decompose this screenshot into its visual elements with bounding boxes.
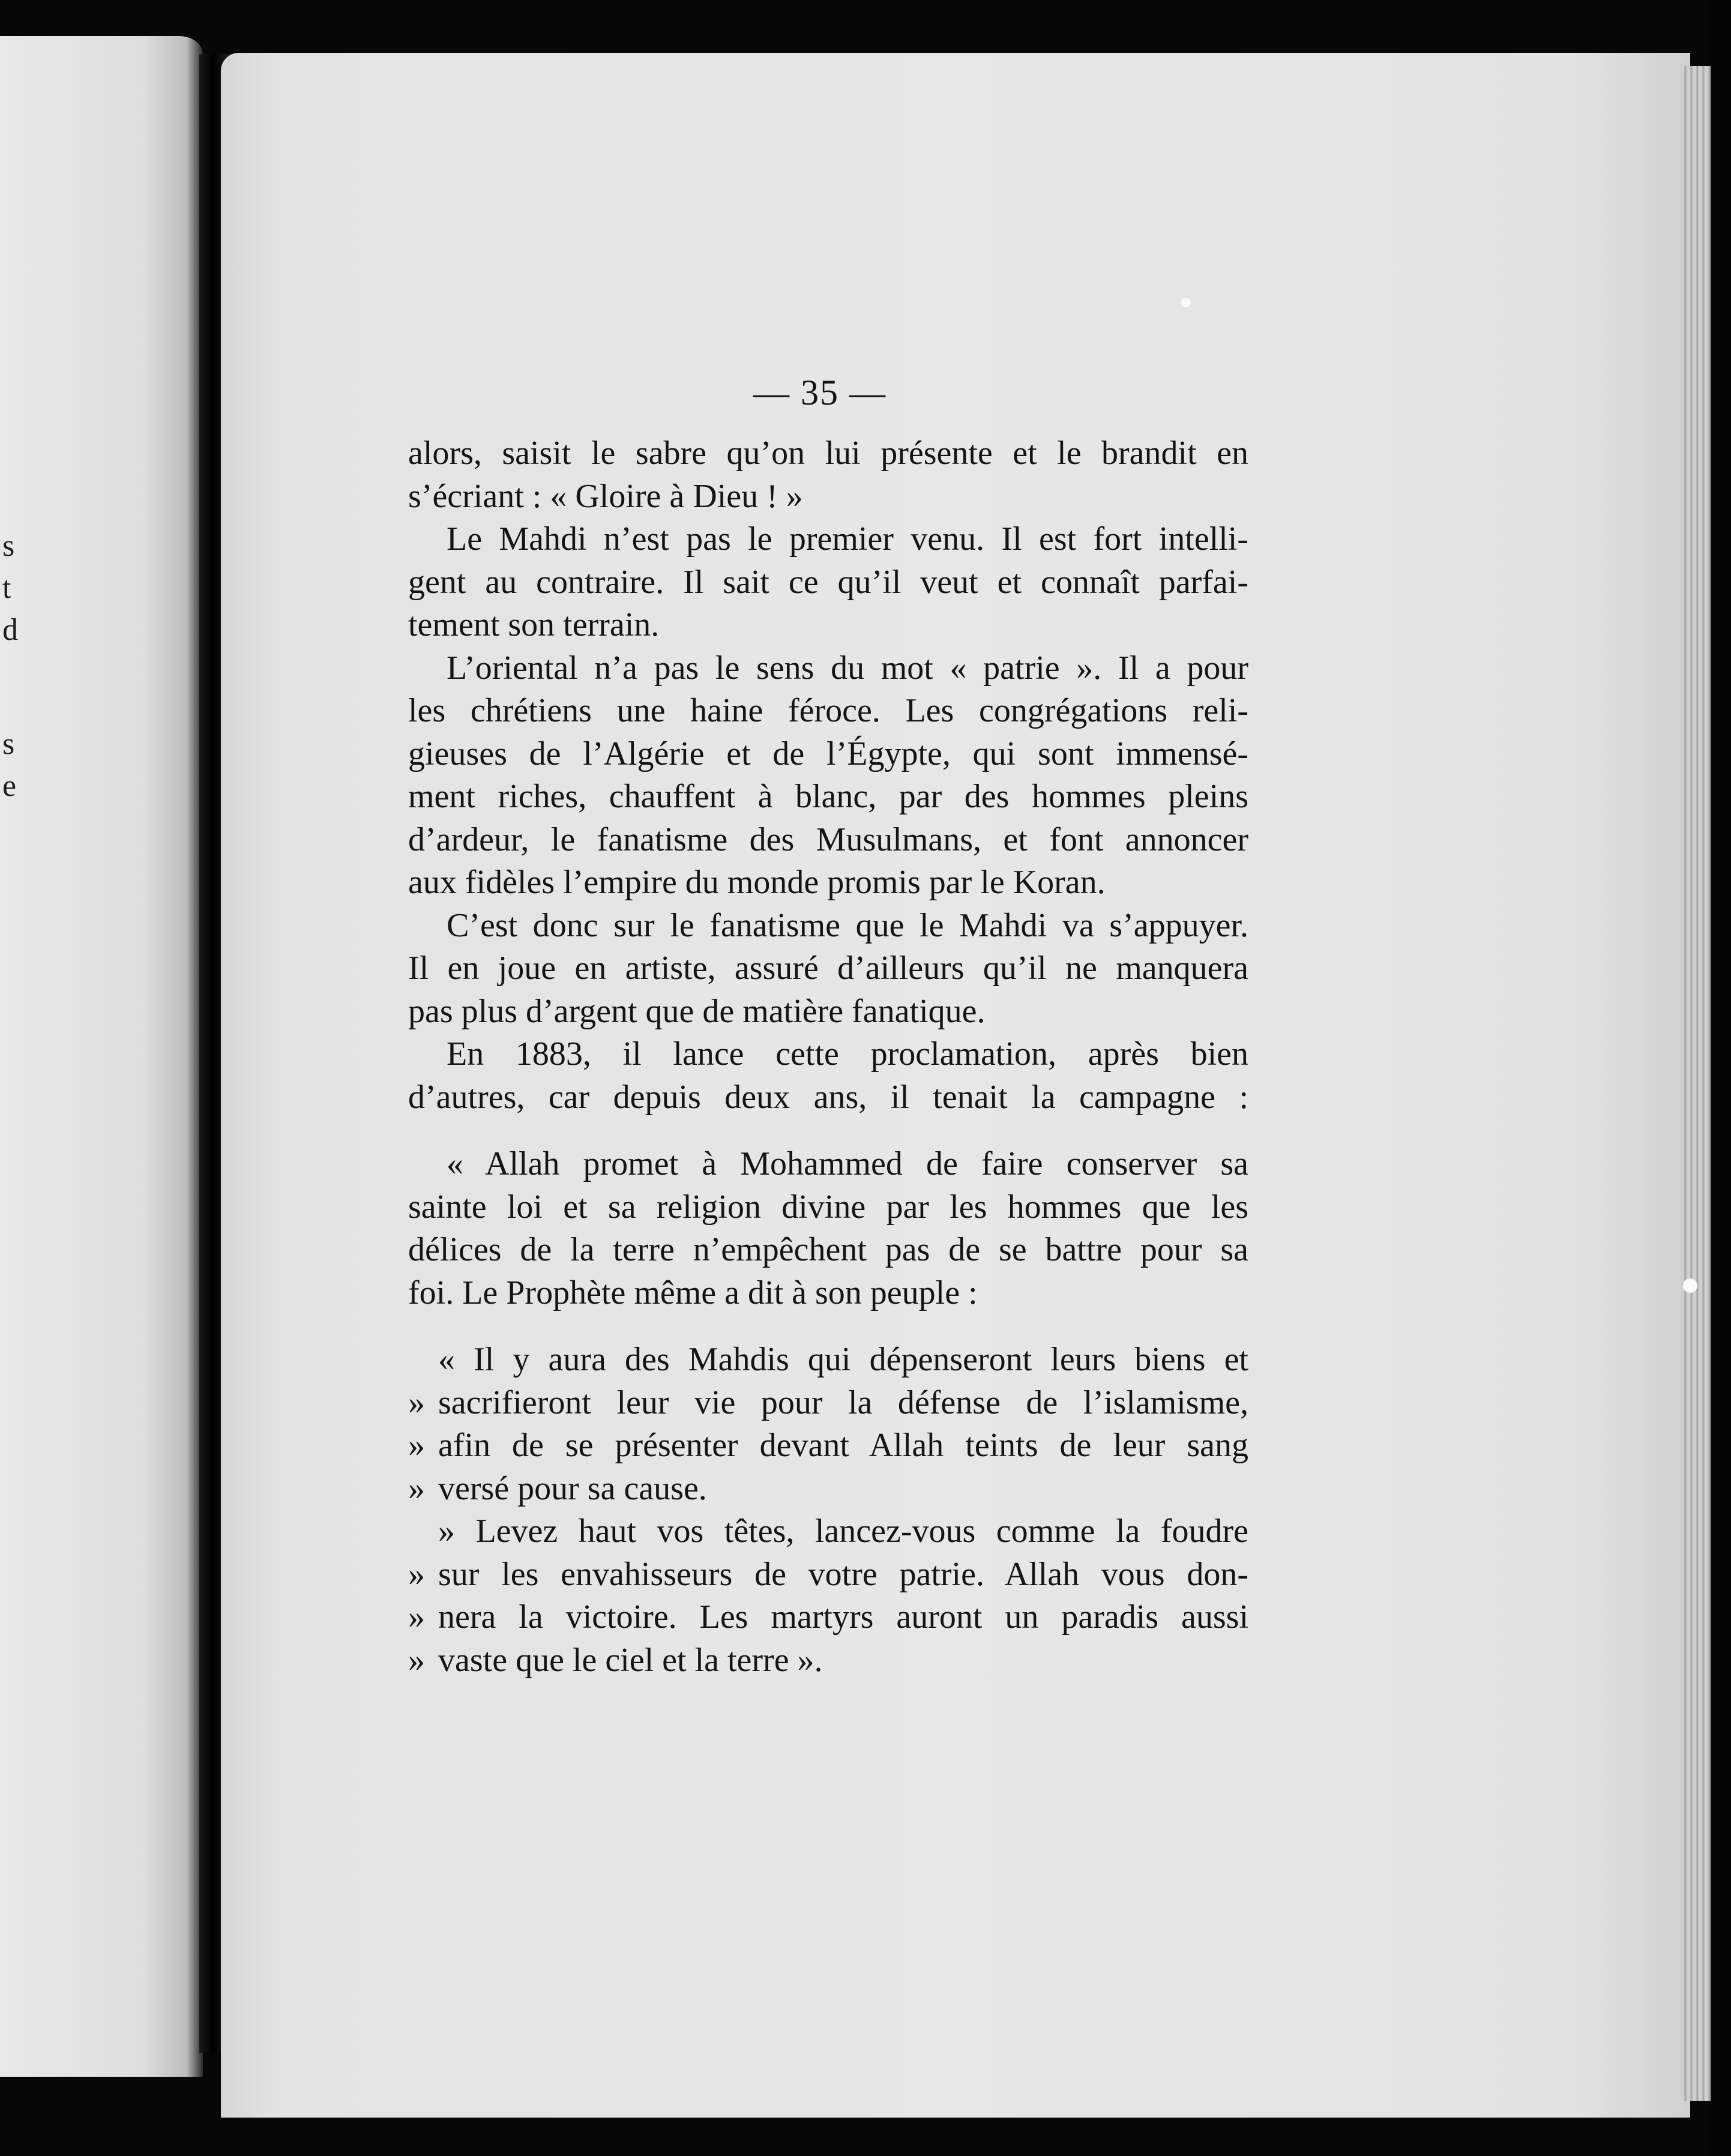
quote-line (408, 1510, 1248, 1553)
scan-edge (1711, 0, 1731, 2156)
quote-mark: » (408, 1384, 425, 1421)
text-line: tement son terrain. (408, 606, 660, 643)
text-line: les chrétiens une haine féroce. Les congrégations reli- (408, 692, 1248, 729)
left-page-fragment: s (2, 529, 15, 563)
quote-mark: » (408, 1641, 425, 1679)
prophet-quote (408, 1338, 1248, 1682)
text-line: aux fidèles l’empire du monde promis par le Koran. (408, 864, 1106, 901)
text-line: C’est donc sur le fanatisme que le Mahdi va s’appuyer. (447, 906, 1248, 944)
left-page-fragment: t (2, 571, 11, 605)
text-line: En 1883, il lance cette proclamation, après bien (447, 1035, 1248, 1073)
text-line: pas plus d’argent que de matière fanatique. (408, 992, 986, 1030)
proclamation (408, 1143, 1248, 1314)
text-line: s’écriant : « Gloire à Dieu ! » (408, 477, 803, 515)
text-line: Le Mahdi n’est pas le premier venu. Il est fort intelli- (447, 520, 1248, 558)
paper-speck (1181, 298, 1191, 307)
text-line: L’oriental n’a pas le sens du mot « patrie ». Il a pour (447, 649, 1248, 687)
text-line: d’ardeur, le fanatisme des Musulmans, et font annoncer (408, 821, 1248, 858)
quote-line (408, 1553, 1248, 1597)
left-page-fragment: s (2, 727, 15, 761)
quote-text: sur les envahisseurs de votre patrie. Allah vous don- (438, 1555, 1248, 1593)
paragraph (408, 647, 1248, 905)
quote-line (408, 1596, 1248, 1639)
paragraph (408, 905, 1248, 1034)
text-line: ment riches, chauffent à blanc, par des hommes pleins (408, 778, 1248, 815)
page-number: — 35 — (753, 373, 887, 412)
left-facing-page (0, 36, 203, 2077)
quote-mark: » (408, 1555, 425, 1593)
quote-text: afin de se présenter devant Allah teints de leur sang (438, 1427, 1248, 1464)
text-line: « Allah promet à Mohammed de faire conserver sa (447, 1145, 1248, 1182)
text-line: alors, saisit le sabre qu’on lui présente et le brandit en (408, 435, 1248, 472)
quote-text: sacrifieront leur vie pour la défense de l’islamisme, (438, 1384, 1248, 1421)
quote-mark: » (408, 1598, 425, 1636)
text-line: gent au contraire. Il sait ce qu’il veut et connaît parfai- (408, 563, 1248, 601)
paragraph (408, 518, 1248, 647)
quote-text: » Levez haut vos têtes, lancez-vous comme la foudre (438, 1513, 1248, 1550)
quote-line (408, 1424, 1248, 1468)
paragraph (408, 432, 1248, 518)
quote-mark: » (408, 1427, 425, 1464)
quote-text: nera la victoire. Les martyrs auront un paradis aussi (438, 1598, 1248, 1636)
text-line: délices de la terre n’empêchent pas de se battre pour sa (408, 1231, 1248, 1268)
quote-line (408, 1468, 1248, 1511)
left-page-fragment: d (2, 613, 18, 647)
paragraph (408, 1033, 1248, 1119)
quote-mark: » (408, 1469, 425, 1507)
quote-text: « Il y aura des Mahdis qui dépenseront leurs biens et (438, 1341, 1248, 1378)
text-line: foi. Le Prophète même a dit à son peuple : (408, 1274, 978, 1311)
page-body (408, 366, 1248, 1682)
quote-text: vaste que le ciel et la terre ». (438, 1641, 823, 1679)
quote-line (408, 1382, 1248, 1425)
page-edges (1681, 66, 1711, 2101)
text-line: gieuses de l’Algérie et de l’Égypte, qui sont immensé- (408, 735, 1248, 772)
quote-line (408, 1338, 1248, 1382)
paper-speck (1683, 1278, 1697, 1293)
text-line: Il en joue en artiste, assuré d’ailleurs qu’il ne manquera (408, 950, 1248, 987)
text-line: sainte loi et sa religion divine par les hommes que les (408, 1188, 1248, 1226)
quote-line (408, 1639, 1248, 1682)
text-line: d’autres, car depuis deux ans, il tenait la campagne : (408, 1078, 1248, 1116)
left-page-fragment: e (2, 769, 17, 803)
quote-text: versé pour sa cause. (438, 1469, 707, 1507)
